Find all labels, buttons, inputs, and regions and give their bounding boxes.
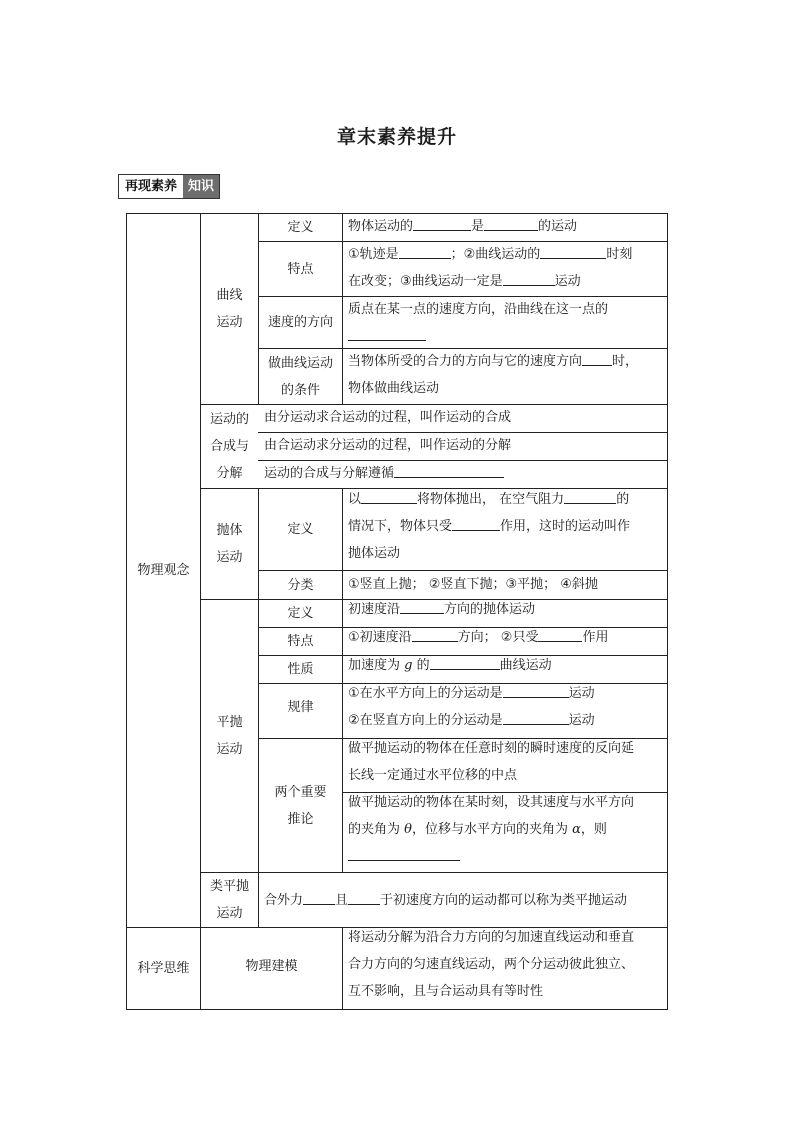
modeling-text: 将运动分解为沿合力方向的匀加速直线运动和垂直 合力方向的匀速直线运动，两个分运动彼此独立、 互不影响，且与合运动具有等时性 <box>348 930 635 999</box>
projectile-motion-title: 平抛 运动 <box>216 715 243 757</box>
projectile-inference-label: 两个重要 推论 <box>274 784 327 827</box>
curve-velocity-label: 速度的方向 <box>267 315 333 330</box>
projectile-inference-1: 做平抛运动的物体在任意时刻的瞬时速度的反向延 长线一定通过水平位移的中点 <box>348 741 635 783</box>
category-science-thinking: 科学思维 <box>137 961 190 976</box>
throw-class-label: 分类 <box>287 577 314 593</box>
section-tag-highlight: 知识 <box>183 175 219 198</box>
projectile-nature-label: 性质 <box>287 662 314 677</box>
projectile-law-label: 规律 <box>287 699 314 715</box>
curve-feature-text: ①轨迹是 ；②曲线运动的 时刻 在改变；③曲线运动一定是 运动 <box>348 241 664 295</box>
throw-def-text: 以 将物体抛出， 在空气阻力 的 情况下，物体只受 作用，这时的运动叫作 抛体运动 <box>348 486 664 567</box>
curve-def-label: 定义 <box>287 220 314 235</box>
composition-row-1: 由分运动求合运动的过程，叫作运动的合成 <box>264 410 512 425</box>
throw-class-text: ①竖直上抛； ②竖直下抛；③平抛； ④斜抛 <box>348 577 598 592</box>
composition-row-2: 由合运动求分运动的过程，叫作运动的分解 <box>264 438 512 453</box>
throw-def-label: 定义 <box>287 522 314 537</box>
section-tag-label: 再现素养 <box>119 175 183 198</box>
composition-title: 运动的 合成与 分解 <box>209 412 249 481</box>
composition-row-3: 运动的合成与分解遵循 <box>264 460 664 487</box>
category-physics-concept: 物理观念 <box>137 563 190 578</box>
curve-condition-label: 做曲线运动 的条件 <box>267 355 333 398</box>
throw-motion-title: 抛体 运动 <box>216 523 243 565</box>
projectile-def-text: 初速度沿 方向的抛体运动 <box>348 596 664 623</box>
page-title: 章末素养提升 <box>336 126 457 148</box>
curve-condition-text: 当物体所受的合力的方向与它的速度方向 时， 物体做曲线运动 <box>348 348 664 402</box>
projectile-feature-text: ①初速度沿 方向； ②只受 作用 <box>348 624 664 651</box>
projectile-inference-2: 做平抛运动的物体在某时刻，设其速度与水平方向 的夹角为 θ，位移与水平方向的夹角为 α，则 <box>348 789 664 870</box>
quasi-projectile-title: 类平抛 运动 <box>209 879 249 921</box>
projectile-nature-text: 加速度为 g 的 曲线运动 <box>348 652 664 679</box>
curve-feature-label: 特点 <box>287 261 314 277</box>
curve-velocity-text: 质点在某一点的速度方向，沿曲线在这一点的 <box>348 296 664 350</box>
modeling-label: 物理建模 <box>245 958 298 974</box>
projectile-def-label: 定义 <box>287 606 314 621</box>
curve-motion-title: 曲线 运动 <box>216 288 243 330</box>
curve-def-text: 物体运动的 是 的运动 <box>348 213 664 240</box>
quasi-projectile-text: 合外力 且 于初速度方向的运动都可以称为类平抛运动 <box>264 873 664 927</box>
projectile-law-text: ①在水平方向上的分运动是 运动 ②在竖直方向上的分运动是 运动 <box>348 680 664 734</box>
projectile-feature-label: 特点 <box>287 634 314 649</box>
